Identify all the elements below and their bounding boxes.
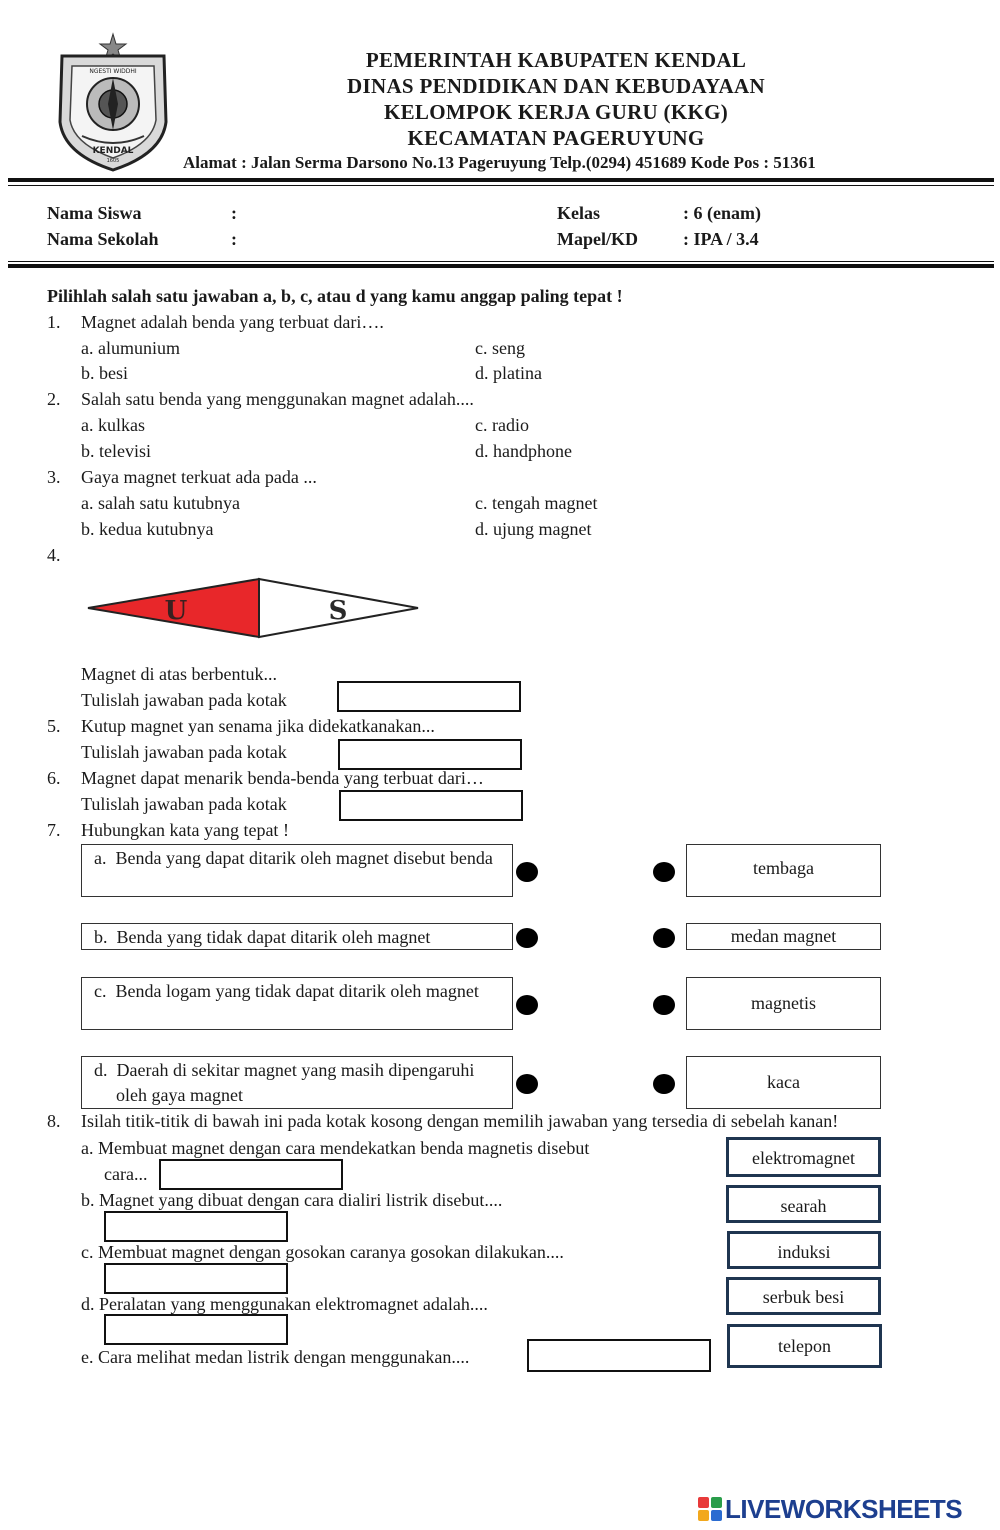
q8-option-telepon[interactable]: telepon — [727, 1324, 882, 1368]
q7-text: Hubungkan kata yang tepat ! — [81, 820, 289, 840]
header-divider-thin — [8, 185, 994, 186]
q7-left-connector-d[interactable] — [516, 1074, 538, 1094]
class-value: : 6 (enam) — [683, 203, 761, 223]
q5-answer-box[interactable] — [338, 739, 522, 770]
q3-number: 3. — [47, 467, 61, 487]
q8-answer-box-e[interactable] — [527, 1339, 711, 1372]
q6-text: Magnet dapat menarik benda-benda yang terbuat dari… — [81, 768, 484, 788]
q8-item-d: d. Peralatan yang menggunakan elektromagnet adalah.... — [81, 1294, 488, 1314]
q2-option-d[interactable]: d. handphone — [475, 441, 572, 461]
q1-option-c[interactable]: c. seng — [475, 338, 525, 358]
q7-left-item-b: b. Benda yang tidak dapat ditarik oleh magnet — [81, 923, 513, 950]
q4-hint: Tulislah jawaban pada kotak — [81, 690, 287, 710]
q2-option-a[interactable]: a. kulkas — [81, 415, 145, 435]
q7-left-connector-b[interactable] — [516, 928, 538, 948]
q1-option-b[interactable]: b. besi — [81, 363, 128, 383]
q7-right-connector-3[interactable] — [653, 995, 675, 1015]
q7-right-item-tembaga: tembaga — [686, 844, 881, 897]
school-colon: : — [231, 229, 237, 249]
q8-option-searah[interactable]: searah — [726, 1185, 881, 1223]
liveworksheets-text: LIVEWORKSHEETS — [725, 1493, 963, 1524]
svg-text:1605: 1605 — [106, 158, 120, 164]
q1-text: Magnet adalah benda yang terbuat dari…. — [81, 312, 384, 332]
q7-right-item-magnetis: magnetis — [686, 977, 881, 1030]
q8-answer-box-c[interactable] — [104, 1263, 288, 1294]
q8-number: 8. — [47, 1111, 61, 1131]
magnet-north-label: U — [164, 596, 188, 626]
q7-left-item-d: d. Daerah di sekitar magnet yang masih dipengaruhi oleh gaya magnet — [81, 1056, 513, 1109]
q3-option-b[interactable]: b. kedua kutubnya — [81, 519, 214, 539]
q8-option-serbuk-besi[interactable]: serbuk besi — [726, 1277, 881, 1315]
magnet-south-label: S — [328, 596, 348, 626]
school-label: Nama Sekolah — [47, 229, 159, 249]
q7-number: 7. — [47, 820, 61, 840]
svg-text:KENDAL: KENDAL — [92, 146, 134, 156]
q2-option-b[interactable]: b. televisi — [81, 441, 151, 461]
q4-answer-box[interactable] — [337, 681, 521, 712]
q7-right-item-kaca: kaca — [686, 1056, 881, 1109]
header-address: Alamat : Jalan Serma Darsono No.13 Pageruyung Telp.(0294) 451689 Kode Pos : 51361 — [183, 153, 816, 172]
q5-number: 5. — [47, 716, 61, 736]
q8-answer-box-a[interactable] — [159, 1159, 343, 1190]
header-line-1: PEMERINTAH KABUPATEN KENDAL — [365, 48, 747, 72]
q8-text: Isilah titik-titik di bawah ini pada kotak kosong dengan memilih jawaban yang tersedia di sebelah kanan! — [81, 1111, 839, 1131]
q7-right-connector-1[interactable] — [653, 862, 675, 882]
needle-magnet-image — [86, 577, 422, 639]
subject-label: Mapel/KD — [557, 229, 638, 249]
q5-hint: Tulislah jawaban pada kotak — [81, 742, 287, 762]
q7-right-item-medan-magnet: medan magnet — [686, 923, 881, 950]
name-colon: : — [231, 203, 237, 223]
q1-option-a[interactable]: a. alumunium — [81, 338, 180, 358]
liveworksheets-icon — [698, 1497, 722, 1521]
q7-left-connector-a[interactable] — [516, 862, 538, 882]
q6-answer-box[interactable] — [339, 790, 523, 821]
q8-option-induksi[interactable]: induksi — [727, 1231, 881, 1269]
info-divider-thin — [8, 261, 994, 262]
q8-item-b: b. Magnet yang dibuat dengan cara dialiri listrik disebut.... — [81, 1190, 503, 1210]
q8-item-a-line1: a. Membuat magnet dengan cara mendekatkan benda magnetis disebut — [81, 1138, 590, 1158]
header-line-4: KECAMATAN PAGERUYUNG — [407, 126, 705, 150]
info-divider-thick — [8, 264, 994, 268]
q2-text: Salah satu benda yang menggunakan magnet adalah.... — [81, 389, 474, 409]
q7-left-connector-c[interactable] — [516, 995, 538, 1015]
q6-hint: Tulislah jawaban pada kotak — [81, 794, 287, 814]
liveworksheets-logo — [698, 1494, 998, 1524]
q7-left-item-c: c. Benda logam yang tidak dapat ditarik oleh magnet — [81, 977, 513, 1030]
q7-right-connector-2[interactable] — [653, 928, 675, 948]
subject-value: : IPA / 3.4 — [683, 229, 759, 249]
class-label: Kelas — [557, 203, 600, 223]
header-divider-thick — [8, 178, 994, 182]
q8-answer-box-b[interactable] — [104, 1211, 288, 1242]
q4-text: Magnet di atas berbentuk... — [81, 664, 277, 684]
header-line-2: DINAS PENDIDIKAN DAN KEBUDAYAAN — [347, 74, 765, 98]
q7-right-connector-4[interactable] — [653, 1074, 675, 1094]
q2-number: 2. — [47, 389, 61, 409]
q1-number: 1. — [47, 312, 61, 332]
q3-text: Gaya magnet terkuat ada pada ... — [81, 467, 317, 487]
q8-item-c: c. Membuat magnet dengan gosokan caranya gosokan dilakukan.... — [81, 1242, 564, 1262]
q4-number: 4. — [47, 545, 61, 565]
q3-option-a[interactable]: a. salah satu kutubnya — [81, 493, 240, 513]
instruction: Pilihlah salah satu jawaban a, b, c, atau d yang kamu anggap paling tepat ! — [47, 286, 623, 306]
q3-option-c[interactable]: c. tengah magnet — [475, 493, 598, 513]
q8-item-a-line2: cara... — [104, 1164, 148, 1184]
q2-option-c[interactable]: c. radio — [475, 415, 529, 435]
q5-text: Kutup magnet yan senama jika didekatkanakan... — [81, 716, 435, 736]
header-line-3: KELOMPOK KERJA GURU (KKG) — [383, 100, 729, 124]
q8-answer-box-d[interactable] — [104, 1314, 288, 1345]
q7-left-item-a: a. Benda yang dapat ditarik oleh magnet disebut benda — [81, 844, 513, 897]
q6-number: 6. — [47, 768, 61, 788]
q3-option-d[interactable]: d. ujung magnet — [475, 519, 592, 539]
q8-item-e: e. Cara melihat medan listrik dengan menggunakan.... — [81, 1347, 470, 1367]
q1-option-d[interactable]: d. platina — [475, 363, 542, 383]
svg-text:NGESTI WIDDHI: NGESTI WIDDHI — [89, 68, 137, 75]
name-label: Nama Siswa — [47, 203, 142, 223]
q8-option-elektromagnet[interactable]: elektromagnet — [726, 1137, 881, 1177]
